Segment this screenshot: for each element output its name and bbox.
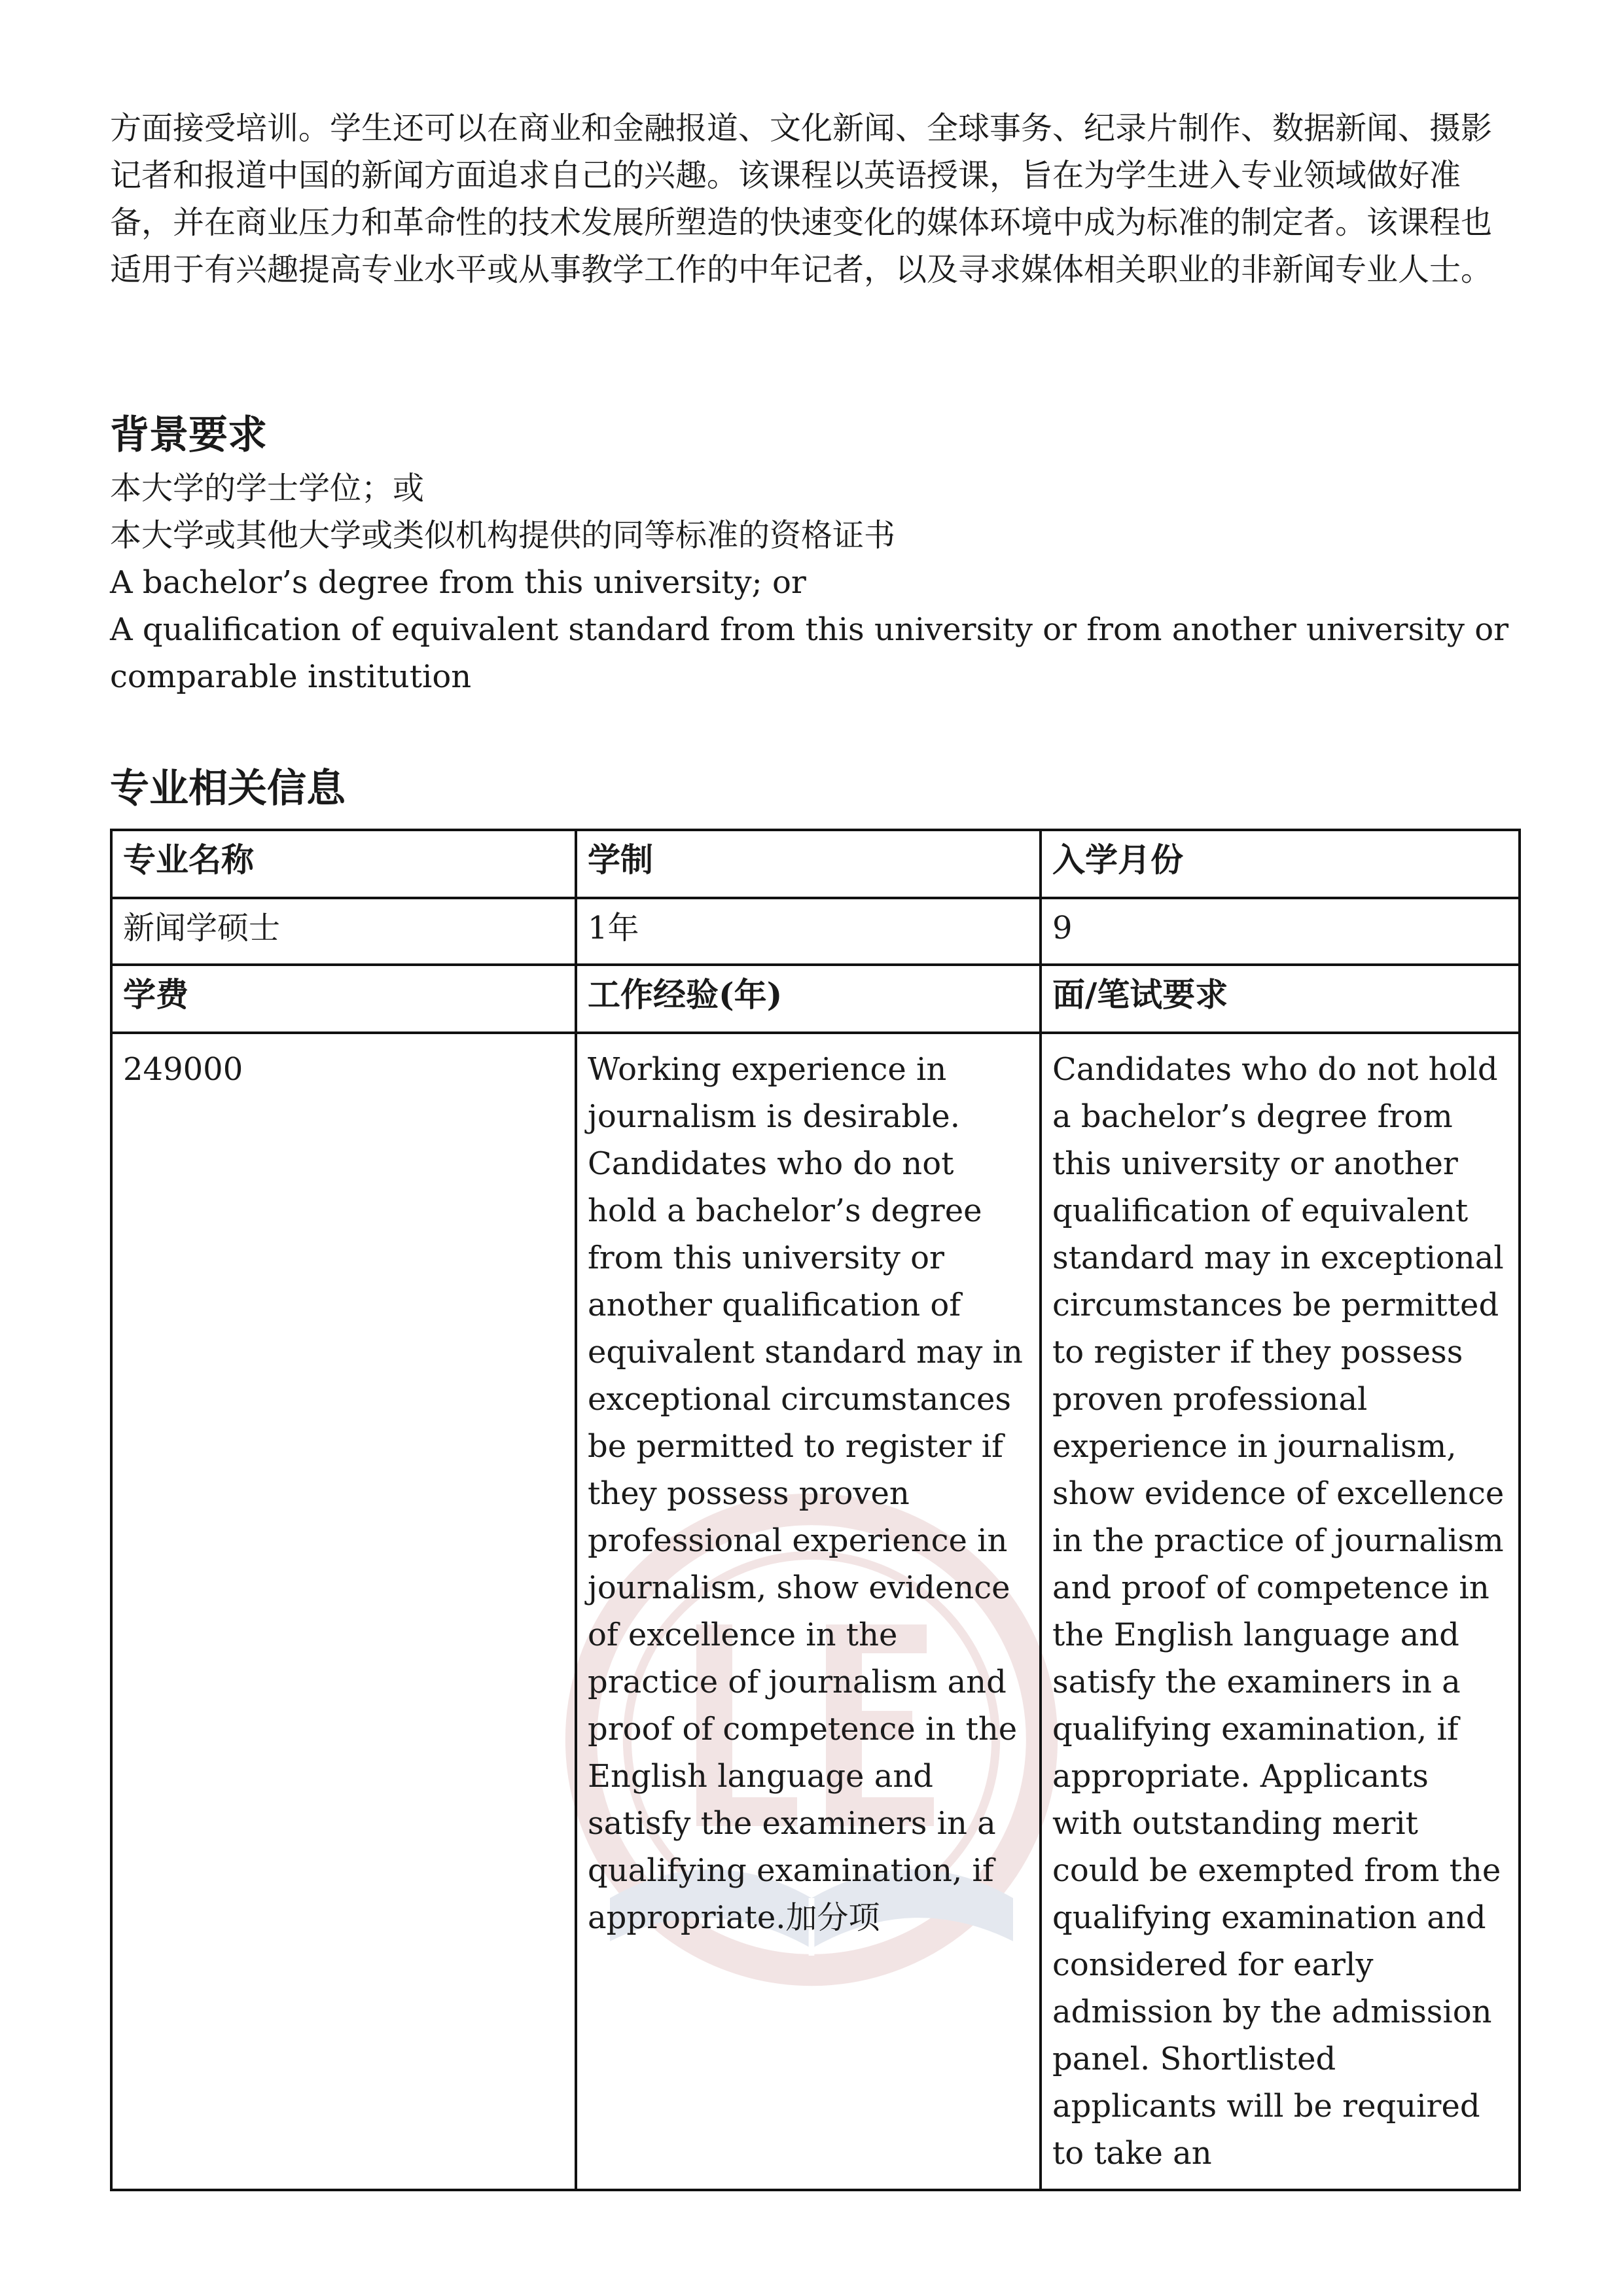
intro-paragraph: 方面接受培训。学生还可以在商业和金融报道、文化新闻、全球事务、纪录片制作、数据新闻、摄影记者和报道中国的新闻方面追求自己的兴趣。该课程以英语授课，旨在为学生进入专业领域做好准备，并在商业压力和革命性的技术发展所塑造的快速变化的媒体环境中成为标准的制定者。该课程也适用于有兴趣提高专业水平或从事教学工作的中年记者，以及寻求媒体相关职业的非新闻专业人士。 (110, 110, 1493, 288)
header-work-experience: 工作经验(年) (576, 965, 1041, 1033)
header-program-name: 专业名称 (111, 830, 576, 898)
requirement-line: 本大学或其他大学或类似机构提供的同等标准的资格证书 (110, 517, 896, 554)
table-row (111, 898, 1520, 965)
program-info-table (110, 829, 1521, 2191)
requirement-line: A bachelor’s degree from this university; or (110, 564, 806, 601)
background-requirements-heading: 背景要求 (110, 412, 267, 458)
header-intake-month: 入学月份 (1041, 830, 1520, 898)
requirement-line: A qualification of equivalent standard from this university or from another university or comparable institution (110, 611, 1509, 695)
cell-tuition: 249000 (111, 1033, 576, 2190)
header-duration: 学制 (576, 830, 1041, 898)
table-header-row (111, 830, 1520, 898)
cell-intake-month: 9 (1041, 898, 1520, 965)
cell-interview-exam: Candidates who do not hold a bachelor’s degree from this university or another qualification of equivalent standard may in exceptional circumstances be permitted to register if they possess proven professional experience in journalism, show evidence of excellence in the practice of journalism and proof of competence in the English language and satisfy the examiners in a qualifying examination, if appropriate. Applicants with outstanding merit could be exempted from the qualifying examination and considered for early admission by the admission panel. Shortlisted applicants will be required to take an (1041, 1033, 1520, 2190)
header-tuition: 学费 (111, 965, 576, 1033)
background-requirements-list (110, 465, 1524, 700)
table-row (111, 1033, 1520, 2190)
requirement-line: 本大学的学士学位；或 (110, 470, 425, 507)
header-interview-exam: 面/笔试要求 (1041, 965, 1520, 1033)
cell-program-name: 新闻学硕士 (111, 898, 576, 965)
program-info-heading: 专业相关信息 (110, 766, 346, 812)
cell-duration: 1年 (576, 898, 1041, 965)
table-header-row (111, 965, 1520, 1033)
cell-work-experience: Working experience in journalism is desirable. Candidates who do not hold a bachelor’s degree from this university or another qualification of equivalent standard may in exceptional circumstances be permitted to register if they possess proven professional experience in journalism, show evidence of excellence in the practice of journalism and proof of competence in the English language and satisfy the examiners in a qualifying examination, if appropriate.加分项 (576, 1033, 1041, 2190)
